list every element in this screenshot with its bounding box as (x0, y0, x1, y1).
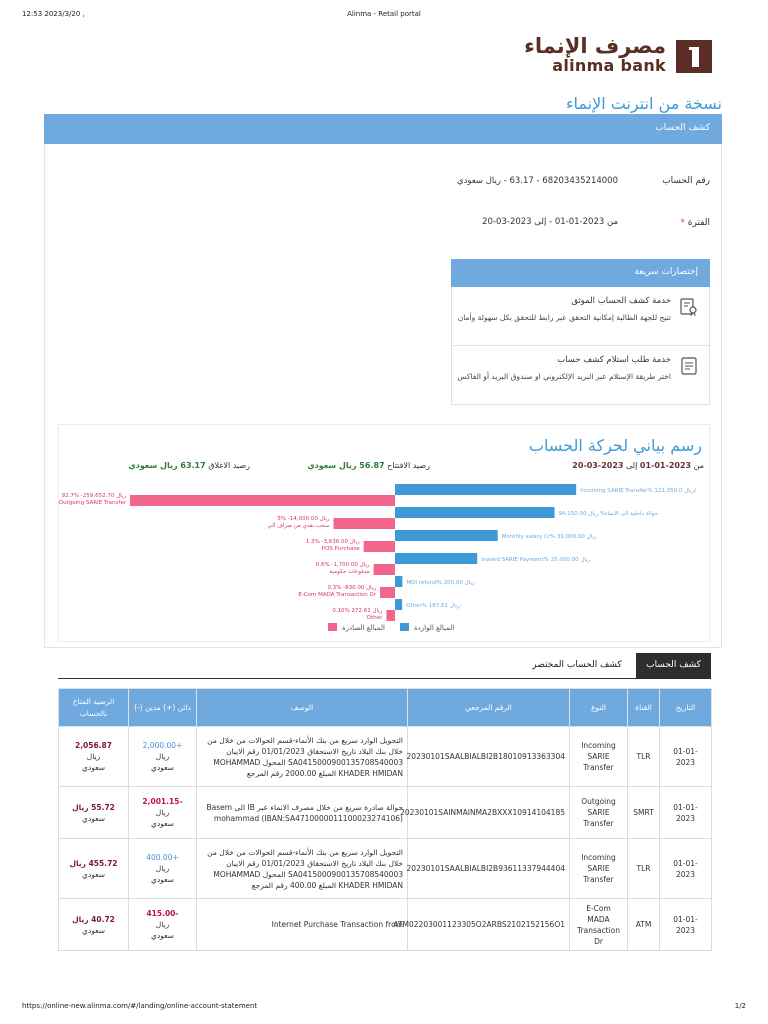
outgoing-bar-label: ريال 272.61 %0.10 (332, 608, 383, 614)
balance-value: 55.72 ريال (72, 802, 115, 812)
col-channel: القناة (628, 689, 660, 727)
incoming-bar (395, 530, 498, 541)
outgoing-bar (130, 495, 395, 506)
table-header-row (59, 689, 712, 727)
print-timestamp: 12:53 2023/3/20 , (22, 10, 85, 18)
cell-reference: 20230101SAINMAINMA2BXXX10914104185 (408, 787, 570, 839)
brand-logo-icon (676, 40, 712, 73)
cell-channel: TLR (628, 727, 660, 787)
outgoing-bar-label: ريال 830.00- %0.3 (327, 585, 377, 591)
outgoing-bar-label: POS Purchase (321, 546, 360, 552)
cell-type: Incoming SARIE Transfer (570, 839, 628, 899)
balance-currency-2: سعودي (82, 763, 105, 772)
chart-range: من 2023-01-01 إلى 2023-03-20 (572, 461, 704, 470)
balance-currency: سعودي (82, 813, 105, 823)
cell-balance (59, 787, 129, 839)
brand-name-ar: مصرف الإنماء (524, 34, 666, 58)
table-row (59, 727, 712, 787)
legend-outgoing-swatch (328, 623, 337, 631)
amount-currency: ريال (155, 920, 170, 929)
outgoing-bar (333, 518, 395, 529)
transactions-table (58, 688, 712, 951)
shortcut-desc: تتيح للجهة الطالبة إمكانية التحقق عبر رابط للتحقق بكل سهولة وأمان (457, 313, 671, 322)
table-row (59, 899, 712, 951)
statement-panel-header (44, 114, 722, 144)
legend-incoming-label: المبالغ الواردة (414, 624, 455, 632)
col-amount: دائن (+) مدين (-) (129, 689, 197, 727)
cell-date: 01-01-2023 (660, 839, 712, 899)
period-label: الفترة * (680, 218, 710, 228)
incoming-bar-label: Incoming SARIE Transfer% ريال 121,350.0( (580, 488, 697, 494)
outgoing-bar-label: E-Com MADA Transaction Dr (298, 592, 377, 598)
outgoing-bar-label: ريال 259,652.70- %92.7 (61, 493, 126, 499)
cell-description: حوالة صادرة سريع من خلال مصرف الانماء عبر IB الى Basem mohammad (IBAN:SA4710000011100023274106) (197, 787, 408, 839)
incoming-bar (395, 599, 402, 610)
page-title: نسخة من انترنت الإنماء (565, 94, 722, 113)
required-marker: * (680, 218, 685, 228)
cell-amount (129, 787, 197, 839)
table-row (59, 839, 712, 899)
incoming-bar (395, 484, 576, 495)
balance-value: 40.72 ريال (72, 914, 115, 924)
incoming-bar (395, 576, 402, 587)
cell-description: التحويل الوارد سريع من بنك الأنماء-قسم الحوالات من خلال من خلال بنك البلاد تاريخ الاستحقاق 01/01/2023 رقم الايبان SA0415000900135708540003 المحول MOHAMMAD KHADER HMIDAN المبلغ 400.00 رقم المرجع (197, 839, 408, 899)
tab-statement[interactable]: كشف الحساب (636, 653, 711, 678)
certified-statement-icon (679, 297, 699, 317)
print-url: https://online-new.alinma.com/#/landing/online-account-statement (22, 1002, 258, 1010)
cell-type: Outgoing SARIE Transfer (570, 787, 628, 839)
amount-currency: ريال (155, 864, 170, 873)
print-title: Alinma - Retail portal (347, 10, 421, 18)
legend-outgoing-label: المبالغ الصادرة (342, 624, 385, 632)
balance-currency: سعودي (82, 925, 105, 935)
shortcut-title: خدمة طلب استلام كشف حساب (557, 355, 671, 365)
outgoing-bar-label: Other (366, 615, 383, 621)
cell-date: 01-01-2023 (660, 899, 712, 951)
cell-description: Internet Purchase Transaction from (197, 899, 408, 951)
statement-panel-title: كشف الحساب (655, 123, 710, 133)
amount-currency: ريال (155, 808, 170, 817)
outgoing-bar-label: ريال 1,700.00- %0.6 (315, 562, 370, 568)
incoming-bar (395, 553, 477, 564)
outgoing-bar (364, 541, 395, 552)
document-icon (679, 356, 699, 376)
closing-balance: رصيد الاغلاق 63.17 ريال سعودي (128, 461, 250, 470)
amount-value: -2,001.15 (142, 797, 183, 806)
amount-value: -415.00 (146, 909, 179, 918)
col-balance: الرصيد المتاح بالحساب (59, 689, 129, 727)
amount-currency-2: سعودي (151, 875, 174, 884)
shortcuts-header (451, 259, 710, 287)
col-description: الوصف (197, 689, 408, 727)
cell-description: التحويل الوارد سريع من بنك الأنماء-قسم الحوالات من خلال من خلال بنك البلاد تاريخ الاستحقاق 01/01/2023 رقم الايبان SA0415000900135708540003 المحول MOHAMMAD KHADER HMIDAN المبلغ 2000.00 رقم المرجع (197, 727, 408, 787)
cell-reference: 20230101SAALBIALBI2B18010913363304 (408, 727, 570, 787)
table-row (59, 787, 712, 839)
col-date: التاريخ (660, 689, 712, 727)
outgoing-bar-label: ريال 14,000.00- %5 (277, 516, 330, 522)
outgoing-bar (386, 610, 395, 621)
cell-date: 01-01-2023 (660, 787, 712, 839)
amount-currency-2: سعودي (151, 931, 174, 940)
cell-reference: 20230101SAALBIALBI2B93611337944404 (408, 839, 570, 899)
tab-short-statement[interactable]: كشف الحساب المختصر (532, 660, 622, 670)
cell-balance (59, 727, 129, 787)
col-reference: الرقم المرجعي (408, 689, 570, 727)
incoming-bar-label: Inward SARIE Payment% ريال 25,000.00 (481, 557, 591, 563)
account-label: رقم الحساب (662, 176, 710, 186)
incoming-bar (395, 507, 555, 518)
cell-type: Incoming SARIE Transfer (570, 727, 628, 787)
shortcut-desc: اختر طريقة الإستلام عبر البريد الإلكتروني او صندوق البريد أو الفاكس (457, 372, 671, 381)
incoming-bar-label: حوالة داخلية الى الانماء% ريال 94,150.00 (558, 511, 659, 517)
cell-amount (129, 727, 197, 787)
legend-incoming-swatch (400, 623, 409, 631)
shortcut-certified-statement[interactable] (451, 287, 710, 345)
amount-value: +2,000.00 (142, 741, 183, 750)
brand-name-en: alinma bank (552, 56, 666, 75)
outgoing-bar-label: ريال 3,636.00- %1.3 (305, 539, 360, 545)
shortcut-title: خدمة كشف الحساب الموثق (571, 296, 671, 306)
cell-channel: SMRT (628, 787, 660, 839)
amount-currency: ريال (155, 752, 170, 761)
balance-currency: سعودي (82, 869, 105, 879)
chart-title: رسم بياني لحركة الحساب (528, 436, 702, 455)
transactions-chart (58, 476, 710, 638)
outgoing-bar (374, 564, 395, 575)
outgoing-bar-label: Outgoing SARIE Transfer (58, 500, 126, 506)
outgoing-bar (380, 587, 395, 598)
cell-reference: ATM02203001123305O2ARBS2102152156O1 (408, 899, 570, 951)
cell-amount (129, 899, 197, 951)
amount-currency-2: سعودي (151, 819, 174, 828)
amount-currency-2: سعودي (151, 763, 174, 772)
opening-balance: رصيد الافتتاح 56.87 ريال سعودي (307, 461, 430, 470)
cell-amount (129, 839, 197, 899)
print-header (0, 10, 768, 22)
shortcut-statement-delivery[interactable] (451, 346, 710, 405)
balance-value: 455.72 ريال (69, 858, 118, 868)
outgoing-bar-label: سحب نقدي من صراف آلي (267, 523, 330, 529)
incoming-bar-label: Other% ريال 187.61- (406, 603, 462, 609)
cell-date: 01-01-2023 (660, 727, 712, 787)
cell-channel: ATM (628, 899, 660, 951)
balance-value: 2,056.87 (74, 741, 112, 750)
balance-currency: ريال (86, 752, 101, 761)
col-type: النوع (570, 689, 628, 727)
amount-value: +400.00 (146, 853, 179, 862)
shortcuts-title: إختصارات سريعة (634, 267, 698, 277)
cell-balance (59, 899, 129, 951)
period-value[interactable]: من 2023-01-01 - إلى 2023-03-20 (482, 217, 618, 227)
cell-type: E-Com MADA Transaction Dr (570, 899, 628, 951)
cell-balance (59, 839, 129, 899)
account-value[interactable]: 68203435214000 - 63.17 - ريال سعودي (456, 176, 618, 186)
cell-channel: TLR (628, 839, 660, 899)
incoming-bar-label: MOI refund% ريال 200.00 (406, 580, 475, 586)
outgoing-bar-label: مدفوعات حكومية (329, 569, 370, 575)
print-page-number: 1/2 (734, 1002, 746, 1010)
tabs-underline (58, 678, 711, 679)
incoming-bar-label: Monthly salary Cr% ريال 39,000.00 (501, 534, 597, 540)
